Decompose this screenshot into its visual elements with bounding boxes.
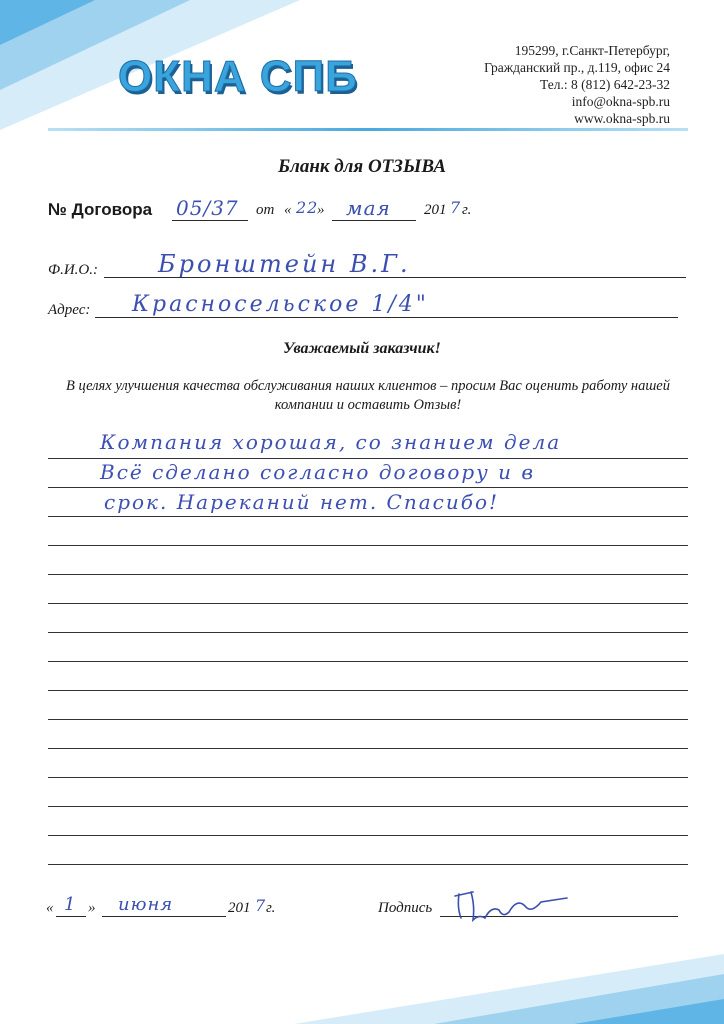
address-underline: [95, 317, 678, 318]
form-title: Бланк для ОТЗЫВА: [278, 156, 446, 177]
from-label: от: [256, 202, 275, 218]
greeting: Уважаемый заказчик!: [283, 340, 441, 357]
review-line: [48, 835, 688, 836]
review-line: [48, 603, 688, 604]
address-label: Адрес:: [48, 302, 91, 318]
date-month-value: июня: [118, 894, 174, 915]
review-line: [48, 458, 688, 459]
review-line: [48, 690, 688, 691]
date-day-value: 1: [64, 894, 77, 915]
date-day-underline: [56, 916, 86, 917]
contract-day-value: 22: [296, 198, 319, 217]
date-year-suffix: г.: [266, 900, 276, 916]
review-line: [48, 806, 688, 807]
signature-label: Подпись: [378, 900, 433, 916]
intro-text: В целях улучшения качества обслуживания наших клиентов – просим Вас оценить работу нашей компании и оставить Отзыв!: [66, 378, 670, 413]
quote-open: «: [284, 202, 292, 218]
phone-line: Тел.: 8 (812) 642-23-32: [540, 77, 670, 92]
review-line: [48, 545, 688, 546]
contract-year-prefix: 201: [424, 202, 447, 218]
contract-year-digit: 7: [450, 198, 462, 217]
contract-year-suffix: г.: [462, 202, 472, 218]
fio-value: Бронштейн В.Г.: [158, 250, 411, 278]
date-month-underline: [102, 916, 226, 917]
address-line: Гражданский пр., д.119, офис 24: [484, 60, 670, 75]
review-line: [48, 487, 688, 488]
website-line: www.okna-spb.ru: [574, 111, 670, 126]
review-line: [48, 719, 688, 720]
address-value: Красносельское 1/4": [132, 292, 429, 317]
contract-number-underline: [172, 220, 248, 221]
review-line: [48, 574, 688, 575]
date-year-digit: 7: [255, 896, 267, 915]
signature-mark: [445, 884, 575, 930]
email-line: info@okna-spb.ru: [571, 94, 670, 109]
company-contacts: [484, 42, 670, 127]
header-divider: [48, 128, 688, 131]
review-line: [48, 661, 688, 662]
fio-label: Ф.И.О.:: [48, 262, 98, 278]
review-text-line: срок. Нареканий нет. Спасибо!: [104, 490, 500, 514]
review-line: [48, 777, 688, 778]
review-line: [48, 864, 688, 865]
contract-month-value: мая: [346, 196, 391, 220]
review-line: [48, 632, 688, 633]
corner-decoration-bottom: [294, 954, 724, 1024]
review-line: [48, 516, 688, 517]
contract-month-underline: [332, 220, 416, 221]
date-quote-open: «: [46, 900, 54, 916]
review-line: [48, 748, 688, 749]
date-quote-close: »: [88, 900, 96, 916]
contract-number-value: 05/37: [176, 196, 239, 220]
address-line: 195299, г.Санкт-Петербург,: [514, 43, 670, 58]
contract-label: № Договора: [48, 200, 153, 219]
company-logo: ОКНА СПБ: [118, 52, 358, 101]
date-year-prefix: 201: [228, 900, 251, 916]
review-text-line: Всё сделано согласно договору и в: [100, 460, 536, 484]
review-text-line: Компания хорошая, со знанием дела: [100, 430, 562, 454]
quote-close: »: [317, 202, 325, 218]
